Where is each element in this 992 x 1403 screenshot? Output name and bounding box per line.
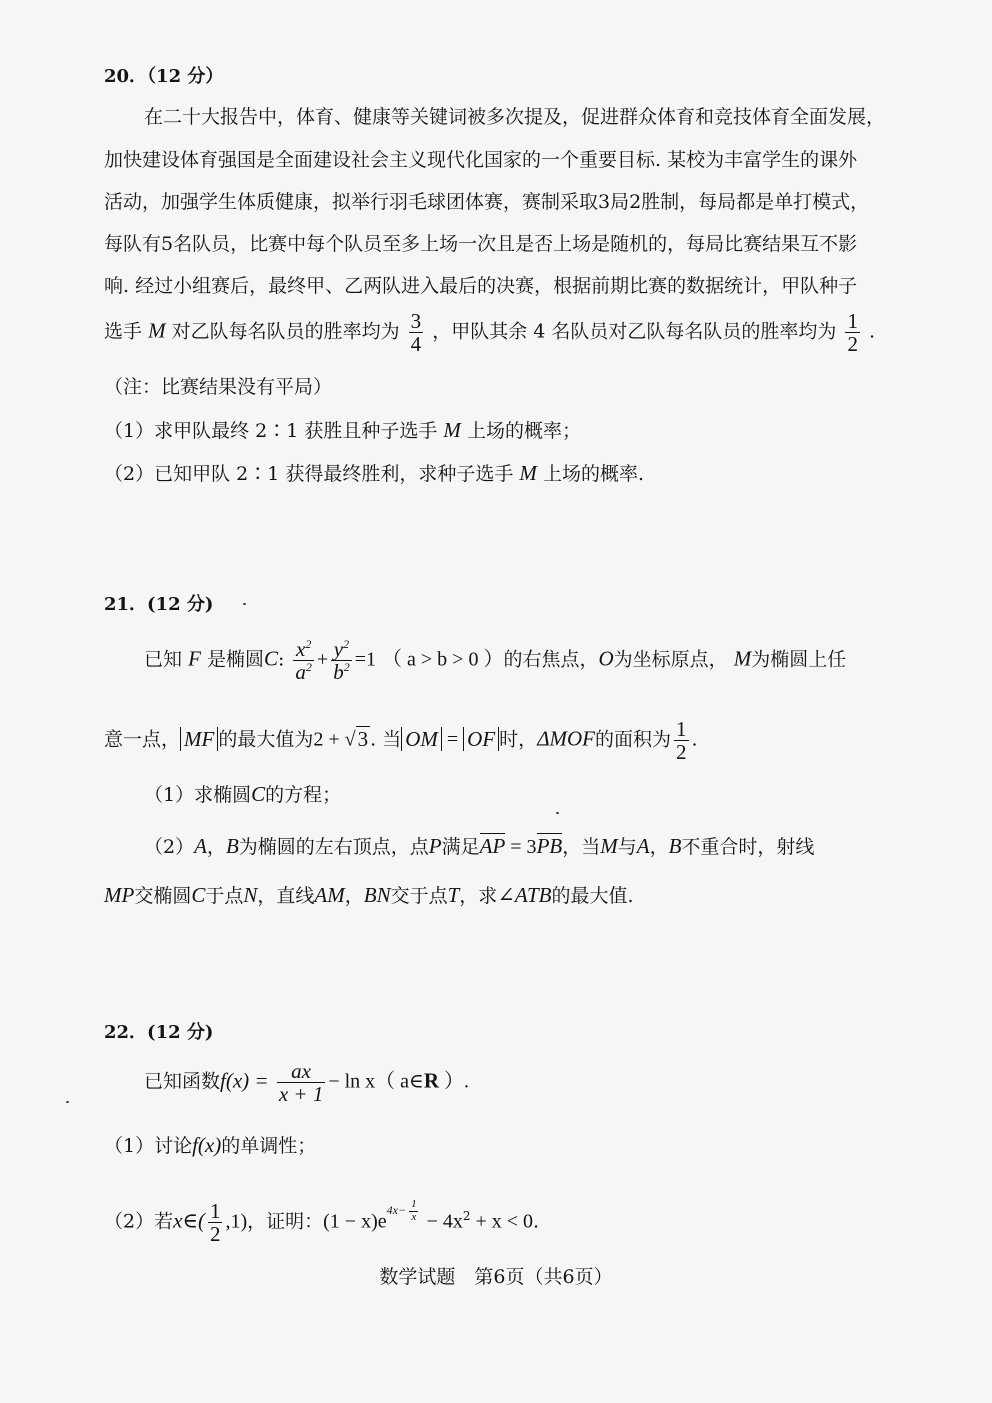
fraction-3-4: [409, 310, 424, 355]
var-p: P: [428, 834, 442, 858]
text: （1）求甲队最终 2∶1 获胜且种子选手: [104, 420, 438, 442]
text: 为椭圆的左右顶点，点: [238, 836, 429, 858]
var-t: T: [447, 883, 460, 907]
text: 交椭圆: [134, 885, 192, 907]
var-m: M: [733, 646, 752, 671]
q20-line-5: 响. 经过小组赛后，最终甲、乙两队进入最后的决赛，根据前期比赛的数据统计，甲队种子: [104, 275, 858, 297]
angle-atb: ∠ATB: [497, 883, 552, 907]
numerator: 1: [209, 1199, 221, 1223]
var-a: A: [194, 834, 207, 858]
q20-part-2: [104, 461, 644, 486]
text: 的右焦点，: [503, 648, 599, 671]
ray-mp: MP: [104, 883, 135, 907]
text: ，甲队其余 4 名队员对乙队每名队员的胜率均为: [432, 320, 837, 343]
exponent: 2: [343, 660, 350, 675]
math: x∈(: [173, 1208, 205, 1233]
text: 交于点: [390, 885, 448, 907]
numerator: 1: [411, 1198, 417, 1211]
line-bn: BN: [363, 883, 391, 907]
equals: =: [441, 728, 464, 751]
var-a: a: [295, 660, 306, 685]
q21-title: 21．(12 分): [104, 594, 214, 615]
text: 满足: [441, 836, 480, 858]
text: （2）若: [104, 1210, 174, 1233]
numerator: ax: [291, 1059, 311, 1083]
text: 于点: [205, 885, 244, 907]
text: 与: [617, 836, 637, 858]
denominator: 2: [676, 740, 687, 765]
function-fx: f(x) =: [220, 1068, 274, 1093]
var-x: x: [296, 637, 306, 661]
q21-part-2-cont: [104, 883, 634, 908]
var-m: M: [443, 418, 461, 442]
q21-line-1: [144, 638, 846, 683]
condition: （ a > b > 0 ）: [382, 648, 504, 671]
text: 上场的概率.: [542, 463, 644, 485]
exponent: [386, 1198, 422, 1223]
text: 的单调性；: [221, 1135, 317, 1157]
colon: :: [277, 648, 285, 671]
var-c: C: [191, 883, 206, 907]
text: 的最大值.: [551, 885, 634, 907]
denominator: [293, 660, 314, 683]
denominator: 2: [847, 332, 858, 357]
var-a: A: [636, 834, 650, 858]
text: 的方程；: [265, 784, 342, 806]
q22-part-1: [104, 1133, 316, 1158]
denominator: 4: [410, 332, 422, 357]
text: 为坐标原点，: [613, 648, 728, 671]
numerator: 1: [676, 717, 687, 741]
text: 不重合时，射线: [681, 836, 815, 858]
math: 2 +: [313, 728, 345, 751]
text: 为椭圆上任: [751, 648, 847, 671]
text: 选手: [104, 320, 143, 343]
vector-pb: PB: [536, 834, 563, 858]
fraction-x2-a2: [293, 638, 314, 683]
q20-part-1: [104, 418, 581, 443]
math: = 3: [505, 836, 537, 858]
math: （ a∈: [375, 1070, 424, 1093]
var-m: M: [148, 318, 166, 343]
text: 已知: [144, 648, 183, 671]
q21-part-1: [144, 782, 341, 807]
sqrt-sign: √: [344, 728, 356, 751]
var-f: F: [188, 646, 201, 671]
page-footer: 数学试题 第6页（共6页）: [379, 1266, 613, 1288]
abs-om: OM: [401, 727, 442, 751]
var-n: N: [243, 883, 258, 907]
var-y: y: [333, 637, 344, 661]
var-m: M: [600, 834, 618, 858]
period: .: [868, 320, 876, 343]
math: + x < 0: [470, 1210, 534, 1233]
text: 是椭圆: [206, 648, 264, 671]
text: 的面积为: [595, 728, 672, 751]
text: （2）已知甲队 2∶1 获得最终胜利，求种子选手: [104, 463, 514, 485]
exponent: 2: [305, 637, 312, 651]
numerator: 3: [410, 309, 422, 333]
plus-sign: +: [316, 648, 329, 671]
ln-term: − ln x: [328, 1070, 376, 1093]
period: .: [533, 1210, 540, 1233]
q20-line-4: 每队有5名队员，比赛中每个队员至多上场一次且是否上场是随机的，每局比赛结果互不影: [104, 233, 858, 255]
fraction-y2-b2: [331, 638, 352, 683]
q20-line-6: [104, 310, 875, 355]
text: 时，: [499, 728, 538, 751]
q21-line-2: [104, 718, 698, 763]
var-b: B: [225, 834, 239, 858]
math: − 4x: [421, 1210, 463, 1233]
fraction-1-2: [674, 718, 689, 763]
var-o: O: [598, 646, 614, 671]
var-c: C: [263, 646, 278, 671]
text: 上场的概率；: [466, 420, 581, 442]
numerator: [332, 638, 351, 660]
scan-speck: [66, 1101, 69, 1103]
exponent: 2: [462, 1209, 471, 1224]
q22-line-1: [144, 1060, 469, 1105]
text: 对乙队每名队员的胜率均为: [171, 320, 400, 343]
q20-note: （注：比赛结果没有平局）: [104, 376, 333, 398]
text: ，直线: [257, 885, 315, 907]
math: (1 − x)e: [323, 1210, 387, 1233]
exp-fraction: [409, 1199, 419, 1223]
denominator: [331, 660, 352, 683]
exponent: 2: [305, 660, 312, 675]
q20-line-3: 活动，加强学生体质健康，拟举行羽毛球团体赛，赛制采取3局2胜制，每局都是单打模式，: [104, 191, 870, 213]
text: 意一点，: [104, 728, 181, 751]
denominator: x: [411, 1210, 417, 1223]
fraction-1-2: [845, 310, 860, 355]
q20-line-2: 加快建设体育强国是全面建设社会主义现代化国家的一个重要目标. 某校为丰富学生的课外: [104, 149, 858, 171]
fraction-ax-over-x-plus-1: [277, 1060, 326, 1105]
abs-mf: MF: [180, 727, 218, 751]
math: ,1): [225, 1210, 248, 1233]
fraction-1-2: [208, 1200, 223, 1245]
equals-one: =1: [354, 648, 376, 671]
denominator: x + 1: [278, 1082, 324, 1107]
text: （2）: [144, 836, 195, 858]
text: 的最大值为: [218, 728, 314, 751]
text: ，证明：: [247, 1210, 324, 1233]
var-c: C: [251, 782, 266, 806]
var-b: B: [668, 834, 682, 858]
line-am: AM: [314, 883, 345, 907]
text: ，: [649, 836, 669, 858]
triangle-mof: ΔMOF: [537, 726, 595, 751]
text: （1）讨论: [104, 1135, 193, 1157]
text: 已知函数: [144, 1070, 221, 1093]
text: ，当: [562, 836, 601, 858]
denominator: 2: [209, 1222, 221, 1247]
text: ，: [206, 836, 226, 858]
math: ）.: [439, 1070, 470, 1093]
q22-part-2: [104, 1200, 539, 1245]
scan-speck: [556, 812, 559, 814]
exp-term: 4x−: [386, 1203, 407, 1218]
q20-line-1: 在二十大报告中，体育、健康等关键词被多次提及，促进群众体育和竞技体育全面发展，: [144, 106, 886, 128]
var-m: M: [519, 461, 537, 485]
numerator: [294, 638, 313, 660]
function-fx: f(x): [192, 1133, 222, 1157]
numerator: 1: [847, 309, 858, 333]
vector-ap: AP: [479, 834, 506, 858]
q22-title: 22．(12 分): [104, 1022, 214, 1043]
q21-part-2: [144, 833, 814, 859]
abs-of: OF: [463, 727, 499, 751]
text: ，: [344, 885, 364, 907]
reals-symbol: R: [423, 1068, 440, 1093]
text: （1）求椭圆: [144, 784, 252, 806]
var-b: b: [333, 660, 344, 685]
sqrt-three: 3: [357, 726, 369, 751]
q20-title: 20．（12 分）: [104, 66, 224, 87]
text: . 当: [370, 728, 402, 751]
exponent: 2: [343, 637, 350, 651]
text: ，求: [459, 885, 498, 907]
scan-speck: [243, 603, 246, 605]
period: .: [691, 728, 698, 751]
